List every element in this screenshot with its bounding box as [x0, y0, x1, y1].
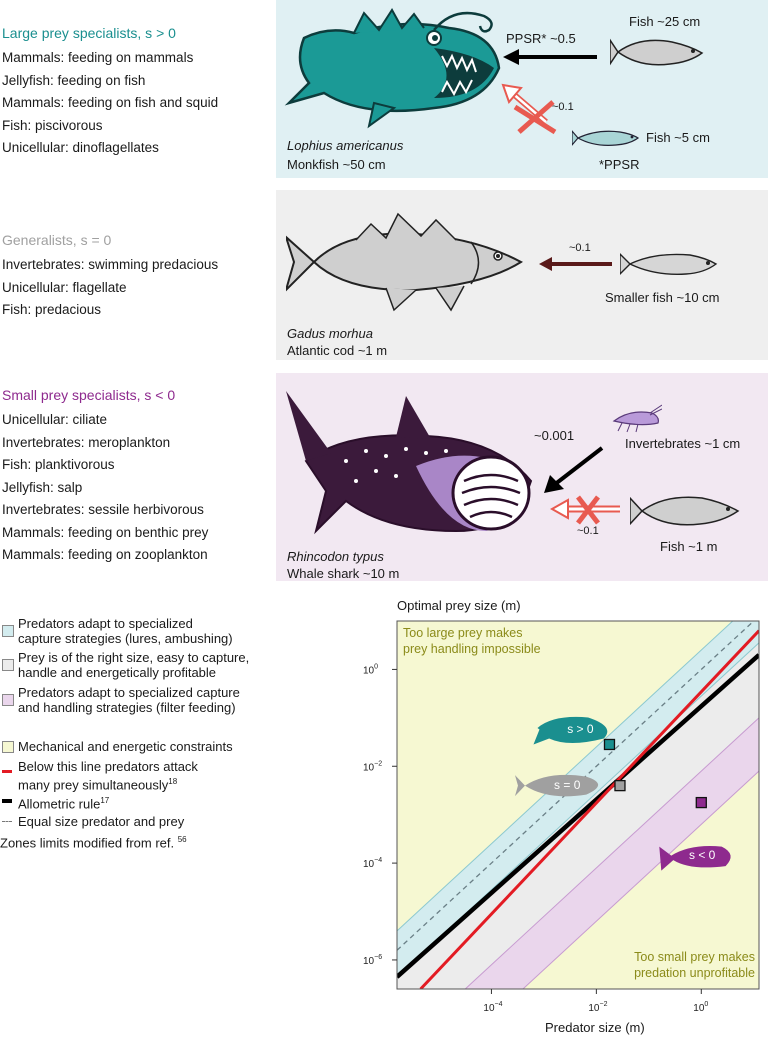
legend-swatch	[2, 694, 14, 706]
list-item: Unicellular: dinoflagellates	[2, 140, 159, 155]
y-tick-sup: −4	[374, 857, 383, 865]
legend-text: Zones limits modified from ref. $^{56}$	[0, 835, 187, 851]
marker-label-s_neg: s < 0	[689, 848, 716, 863]
legend-text: many prey simultaneously$^{18}$	[18, 777, 178, 793]
group-large-title: Large prey specialists, s > 0	[2, 25, 176, 41]
ppsr-label: PPSR* ~0.5	[506, 31, 576, 46]
y-tick-label: $10^{-6}$	[363, 953, 383, 967]
cod-arrow-label: ~0.1	[569, 242, 591, 254]
prey-size-chart	[350, 615, 768, 1025]
group-small-title: Small prey specialists, s < 0	[2, 387, 176, 403]
panel-generalist	[276, 190, 768, 360]
ppsr-footnote: *PPSR	[599, 157, 640, 172]
list-item: Invertebrates: swimming predacious	[2, 257, 219, 272]
legend-text: Predators adapt to specialized capture	[18, 685, 240, 700]
fish-1m-icon	[630, 488, 742, 534]
legend-item-generalist-zone	[0, 650, 300, 682]
y-tick-sup: −2	[374, 760, 383, 768]
legend-text: Mechanical and energetic constraints	[18, 739, 233, 754]
panel-small-prey	[276, 373, 768, 581]
group-small-list	[2, 409, 208, 567]
legend-text: Predators adapt to specialized	[18, 616, 193, 631]
group-generalist-list	[2, 254, 218, 322]
fish-1m-label: Fish ~1 m	[660, 539, 718, 554]
cod-illustration	[286, 212, 526, 317]
y-tick-label: $10^{-2}$	[363, 760, 383, 774]
y-tick-label: $10^0$	[363, 663, 379, 677]
whale-shark-common-name: Whale shark ~10 m	[287, 566, 400, 581]
list-item: Fish: piscivorous	[2, 117, 103, 133]
whale-shark-species-name: Rhincodon typus	[287, 549, 384, 564]
legend-item-constraint-zone	[0, 739, 300, 755]
list-item: Unicellular: flagellate	[2, 279, 127, 295]
marker-s_neg	[696, 798, 706, 808]
legend-text: capture strategies (lures, ambushing)	[18, 631, 233, 646]
arrow-small-prey-label: ~0.1	[552, 101, 574, 113]
legend-swatch	[2, 659, 14, 671]
legend-item-large-zone	[0, 616, 300, 648]
annotation-top-left: prey handling impossible	[403, 642, 541, 656]
y-tick-label: $10^{-4}$	[363, 857, 383, 871]
legend-swatch-line	[2, 821, 12, 822]
legend-text: Prey is of the right size, easy to capture,	[18, 650, 250, 665]
legend-swatch-line	[2, 799, 12, 803]
small-fish-icon	[572, 126, 642, 150]
legend-swatch	[2, 625, 14, 637]
legend-text: handle and energetically profitable	[18, 665, 217, 680]
chart-xlabel: Predator size (m)	[545, 1020, 645, 1035]
whale-shark-illustration	[286, 381, 541, 551]
fish-prey-icon	[610, 30, 710, 75]
legend-item-black-line	[0, 793, 300, 812]
fish-5-label: Fish ~5 cm	[646, 130, 710, 145]
list-item: Invertebrates: meroplankton	[2, 434, 171, 450]
arrow-diagonal-icon	[542, 445, 606, 495]
marker-s_zero	[615, 781, 625, 791]
legend-text: and handling strategies (filter feeding)	[18, 700, 236, 715]
list-item: Mammals: feeding on benthic prey	[2, 524, 209, 540]
x-tick-sup: −2	[599, 1001, 608, 1008]
cod-species-name: Gadus morhua	[287, 326, 373, 341]
x-tick-label: $10^0$	[693, 1001, 709, 1014]
list-item: Fish: planktivorous	[2, 457, 115, 472]
legend-item-small-zone	[0, 685, 300, 717]
cod-common-name: Atlantic cod ~1 m	[287, 343, 388, 358]
smaller-fish-icon	[620, 248, 718, 280]
y-tick-sup: −6	[374, 953, 383, 961]
marker-label-s_zero: s = 0	[554, 778, 581, 793]
list-item: Mammals: feeding on mammals	[2, 50, 194, 65]
monkfish-illustration	[284, 8, 514, 133]
invertebrates-label: Invertebrates ~1 cm	[625, 436, 741, 451]
legend-text: Equal size predator and prey	[18, 814, 185, 829]
invertebrate-arrow-label: ~0.001	[534, 428, 575, 443]
monkfish-common-name: Monkfish ~50 cm	[287, 157, 386, 172]
legend-swatch-line	[2, 770, 12, 773]
chart-ylabel: Optimal prey size (m)	[397, 598, 521, 613]
group-generalist-title: Generalists, s = 0	[2, 232, 112, 248]
crossed-arrow-icon	[550, 495, 622, 527]
list-item: Mammals: feeding on fish and squid	[2, 95, 219, 110]
x-tick-label: $10^{-4}$	[483, 1001, 503, 1014]
legend-text: Below this line predators attack	[18, 759, 198, 774]
smaller-fish-label: Smaller fish ~10 cm	[605, 290, 720, 305]
legend-item-dashed-line	[0, 814, 300, 830]
annotation-top-left: Too large prey makes	[403, 626, 523, 640]
fish-arrow-label: ~0.1	[577, 525, 599, 537]
list-item: Jellyfish: feeding on fish	[2, 72, 146, 88]
list-item: Invertebrates: sessile herbivorous	[2, 502, 204, 517]
annotation-bottom-right: predation unprofitable	[634, 966, 755, 980]
marker-label-s_pos: s > 0	[567, 722, 594, 737]
marker-s_pos	[604, 739, 614, 749]
annotation-bottom-right: Too small prey makes	[634, 950, 755, 964]
x-tick-sup: −4	[494, 1001, 503, 1008]
fish-25-label: Fish ~25 cm	[629, 14, 701, 29]
list-item: Jellyfish: salp	[2, 479, 83, 495]
list-item: Mammals: feeding on zooplankton	[2, 547, 208, 562]
krill-icon	[610, 403, 662, 433]
legend-item-red-line	[0, 759, 300, 791]
x-tick-sup: 0	[704, 1001, 709, 1008]
legend-swatch	[2, 741, 14, 753]
arrow-left-icon	[501, 47, 601, 67]
legend-text: Allometric rule$^{17}$	[18, 796, 110, 812]
list-item: Unicellular: ciliate	[2, 412, 108, 427]
y-tick-sup: 0	[374, 663, 379, 671]
x-tick-label: $10^{-2}$	[588, 1001, 608, 1014]
panel-large-prey	[276, 0, 768, 178]
monkfish-species-name: Lophius americanus	[287, 138, 404, 153]
legend-zone-reference	[0, 832, 300, 851]
list-item: Fish: predacious	[2, 302, 102, 317]
arrow-left-icon	[538, 256, 614, 272]
group-large-list	[2, 47, 218, 160]
